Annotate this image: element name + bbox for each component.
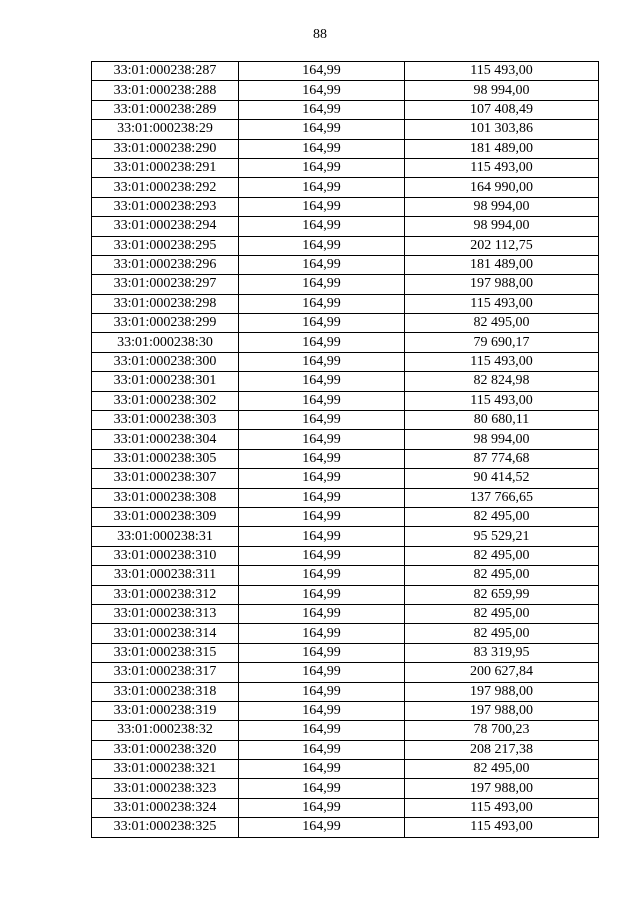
cadastral-number-cell: 33:01:000238:32 — [92, 721, 239, 740]
cadastral-number-cell: 33:01:000238:325 — [92, 818, 239, 837]
value-cell: 115 493,00 — [405, 391, 599, 410]
cadastral-number-cell: 33:01:000238:305 — [92, 449, 239, 468]
value-cell: 115 493,00 — [405, 352, 599, 371]
table-row — [92, 158, 599, 177]
area-cell: 164,99 — [239, 818, 405, 837]
area-cell: 164,99 — [239, 255, 405, 274]
area-cell: 164,99 — [239, 333, 405, 352]
area-cell: 164,99 — [239, 546, 405, 565]
table-row — [92, 488, 599, 507]
value-cell: 115 493,00 — [405, 818, 599, 837]
area-cell: 164,99 — [239, 643, 405, 662]
table-row — [92, 333, 599, 352]
table-row — [92, 740, 599, 759]
value-cell: 82 495,00 — [405, 314, 599, 333]
cadastral-number-cell: 33:01:000238:290 — [92, 139, 239, 158]
value-cell: 82 495,00 — [405, 546, 599, 565]
cadastral-number-cell: 33:01:000238:302 — [92, 391, 239, 410]
value-cell: 83 319,95 — [405, 643, 599, 662]
table-row — [92, 527, 599, 546]
area-cell: 164,99 — [239, 294, 405, 313]
table-row — [92, 391, 599, 410]
cadastral-value-table — [91, 61, 599, 838]
cadastral-number-cell: 33:01:000238:308 — [92, 488, 239, 507]
area-cell: 164,99 — [239, 663, 405, 682]
area-cell: 164,99 — [239, 740, 405, 759]
value-cell: 98 994,00 — [405, 430, 599, 449]
table-row — [92, 643, 599, 662]
table-row — [92, 449, 599, 468]
table-row — [92, 314, 599, 333]
area-cell: 164,99 — [239, 120, 405, 139]
cadastral-number-cell: 33:01:000238:293 — [92, 197, 239, 216]
area-cell: 164,99 — [239, 217, 405, 236]
value-cell: 98 994,00 — [405, 81, 599, 100]
table-row — [92, 236, 599, 255]
table-row — [92, 507, 599, 526]
area-cell: 164,99 — [239, 197, 405, 216]
table-row — [92, 682, 599, 701]
cadastral-number-cell: 33:01:000238:312 — [92, 585, 239, 604]
value-cell: 82 659,99 — [405, 585, 599, 604]
area-cell: 164,99 — [239, 391, 405, 410]
value-cell: 181 489,00 — [405, 139, 599, 158]
value-cell: 197 988,00 — [405, 682, 599, 701]
value-cell: 82 495,00 — [405, 604, 599, 623]
area-cell: 164,99 — [239, 779, 405, 798]
table-row — [92, 100, 599, 119]
table-row — [92, 701, 599, 720]
table-row — [92, 197, 599, 216]
cadastral-number-cell: 33:01:000238:319 — [92, 701, 239, 720]
cadastral-number-cell: 33:01:000238:315 — [92, 643, 239, 662]
table-row — [92, 779, 599, 798]
cadastral-number-cell: 33:01:000238:288 — [92, 81, 239, 100]
area-cell: 164,99 — [239, 81, 405, 100]
value-cell: 197 988,00 — [405, 275, 599, 294]
cadastral-number-cell: 33:01:000238:318 — [92, 682, 239, 701]
cadastral-number-cell: 33:01:000238:298 — [92, 294, 239, 313]
cadastral-number-cell: 33:01:000238:320 — [92, 740, 239, 759]
value-cell: 202 112,75 — [405, 236, 599, 255]
table-row — [92, 624, 599, 643]
area-cell: 164,99 — [239, 275, 405, 294]
cadastral-number-cell: 33:01:000238:307 — [92, 469, 239, 488]
area-cell: 164,99 — [239, 352, 405, 371]
table-row — [92, 604, 599, 623]
table-row — [92, 469, 599, 488]
table-row — [92, 721, 599, 740]
table-row — [92, 430, 599, 449]
table-row — [92, 217, 599, 236]
area-cell: 164,99 — [239, 585, 405, 604]
area-cell: 164,99 — [239, 100, 405, 119]
cadastral-number-cell: 33:01:000238:303 — [92, 411, 239, 430]
cadastral-number-cell: 33:01:000238:314 — [92, 624, 239, 643]
cadastral-number-cell: 33:01:000238:29 — [92, 120, 239, 139]
value-cell: 164 990,00 — [405, 178, 599, 197]
table-row — [92, 798, 599, 817]
area-cell: 164,99 — [239, 624, 405, 643]
table-row — [92, 81, 599, 100]
table-row — [92, 546, 599, 565]
table-row — [92, 62, 599, 81]
value-cell: 115 493,00 — [405, 62, 599, 81]
value-cell: 200 627,84 — [405, 663, 599, 682]
cadastral-number-cell: 33:01:000238:30 — [92, 333, 239, 352]
area-cell: 164,99 — [239, 62, 405, 81]
cadastral-number-cell: 33:01:000238:301 — [92, 372, 239, 391]
area-cell: 164,99 — [239, 527, 405, 546]
value-cell: 87 774,68 — [405, 449, 599, 468]
area-cell: 164,99 — [239, 469, 405, 488]
value-cell: 197 988,00 — [405, 701, 599, 720]
cadastral-number-cell: 33:01:000238:291 — [92, 158, 239, 177]
value-cell: 98 994,00 — [405, 217, 599, 236]
area-cell: 164,99 — [239, 682, 405, 701]
area-cell: 164,99 — [239, 721, 405, 740]
area-cell: 164,99 — [239, 411, 405, 430]
cadastral-number-cell: 33:01:000238:295 — [92, 236, 239, 255]
table-row — [92, 585, 599, 604]
cadastral-number-cell: 33:01:000238:311 — [92, 566, 239, 585]
cadastral-number-cell: 33:01:000238:31 — [92, 527, 239, 546]
cadastral-number-cell: 33:01:000238:304 — [92, 430, 239, 449]
table-row — [92, 566, 599, 585]
value-cell: 82 495,00 — [405, 624, 599, 643]
value-cell: 82 495,00 — [405, 760, 599, 779]
cadastral-number-cell: 33:01:000238:310 — [92, 546, 239, 565]
table-row — [92, 818, 599, 837]
area-cell: 164,99 — [239, 449, 405, 468]
area-cell: 164,99 — [239, 701, 405, 720]
page-number: 88 — [313, 27, 327, 42]
cadastral-number-cell: 33:01:000238:292 — [92, 178, 239, 197]
table-body — [92, 62, 599, 838]
cadastral-number-cell: 33:01:000238:294 — [92, 217, 239, 236]
table-row — [92, 760, 599, 779]
table-row — [92, 178, 599, 197]
cadastral-number-cell: 33:01:000238:313 — [92, 604, 239, 623]
table-row — [92, 372, 599, 391]
area-cell: 164,99 — [239, 158, 405, 177]
table-row — [92, 294, 599, 313]
value-cell: 208 217,38 — [405, 740, 599, 759]
cadastral-number-cell: 33:01:000238:321 — [92, 760, 239, 779]
value-cell: 95 529,21 — [405, 527, 599, 546]
cadastral-number-cell: 33:01:000238:317 — [92, 663, 239, 682]
value-cell: 98 994,00 — [405, 197, 599, 216]
table-row — [92, 255, 599, 274]
value-cell: 82 495,00 — [405, 566, 599, 585]
value-cell: 78 700,23 — [405, 721, 599, 740]
table-row — [92, 120, 599, 139]
value-cell: 197 988,00 — [405, 779, 599, 798]
area-cell: 164,99 — [239, 314, 405, 333]
table-row — [92, 139, 599, 158]
table-row — [92, 352, 599, 371]
area-cell: 164,99 — [239, 236, 405, 255]
value-cell: 107 408,49 — [405, 100, 599, 119]
value-cell: 115 493,00 — [405, 294, 599, 313]
cadastral-number-cell: 33:01:000238:309 — [92, 507, 239, 526]
cadastral-number-cell: 33:01:000238:324 — [92, 798, 239, 817]
value-cell: 79 690,17 — [405, 333, 599, 352]
value-cell: 115 493,00 — [405, 798, 599, 817]
area-cell: 164,99 — [239, 178, 405, 197]
area-cell: 164,99 — [239, 566, 405, 585]
value-cell: 82 495,00 — [405, 507, 599, 526]
value-cell: 115 493,00 — [405, 158, 599, 177]
cadastral-number-cell: 33:01:000238:299 — [92, 314, 239, 333]
cadastral-number-cell: 33:01:000238:289 — [92, 100, 239, 119]
value-cell: 101 303,86 — [405, 120, 599, 139]
area-cell: 164,99 — [239, 488, 405, 507]
value-cell: 90 414,52 — [405, 469, 599, 488]
area-cell: 164,99 — [239, 760, 405, 779]
area-cell: 164,99 — [239, 604, 405, 623]
table-row — [92, 275, 599, 294]
area-cell: 164,99 — [239, 139, 405, 158]
area-cell: 164,99 — [239, 507, 405, 526]
cadastral-number-cell: 33:01:000238:287 — [92, 62, 239, 81]
value-cell: 80 680,11 — [405, 411, 599, 430]
area-cell: 164,99 — [239, 430, 405, 449]
cadastral-number-cell: 33:01:000238:296 — [92, 255, 239, 274]
area-cell: 164,99 — [239, 372, 405, 391]
value-cell: 82 824,98 — [405, 372, 599, 391]
cadastral-number-cell: 33:01:000238:300 — [92, 352, 239, 371]
area-cell: 164,99 — [239, 798, 405, 817]
table-row — [92, 411, 599, 430]
cadastral-number-cell: 33:01:000238:297 — [92, 275, 239, 294]
value-cell: 181 489,00 — [405, 255, 599, 274]
value-cell: 137 766,65 — [405, 488, 599, 507]
cadastral-number-cell: 33:01:000238:323 — [92, 779, 239, 798]
table-row — [92, 663, 599, 682]
